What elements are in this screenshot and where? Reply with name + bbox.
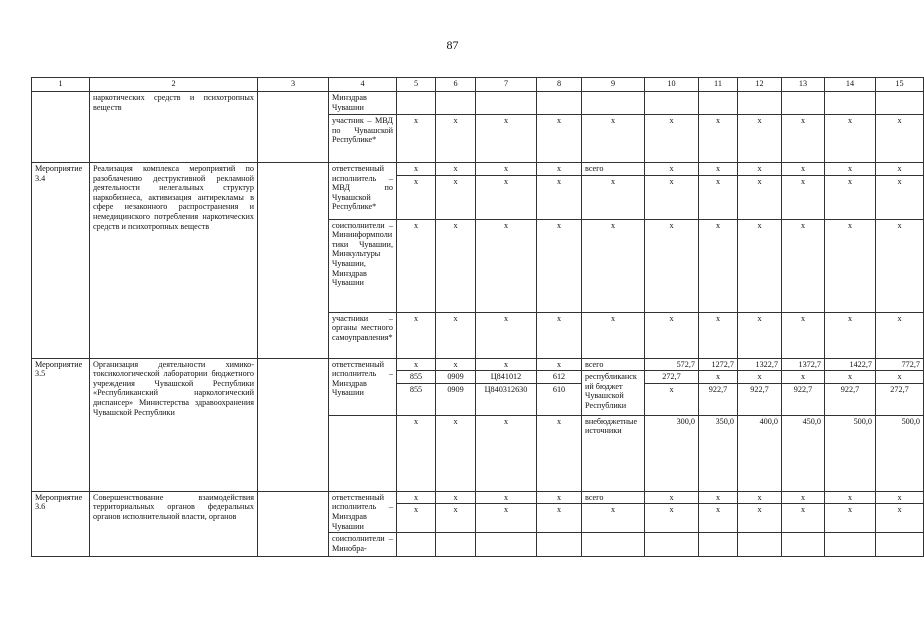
- amount-cell: 572,7: [645, 358, 699, 371]
- empty-cell: [258, 163, 329, 359]
- header-cell: 10: [645, 78, 699, 92]
- table-cell: [645, 533, 699, 557]
- header-cell: 8: [537, 78, 582, 92]
- table-cell: x: [476, 163, 537, 176]
- amount-cell: 500,0: [876, 415, 924, 491]
- table-cell: x: [645, 175, 699, 219]
- table-cell: x: [537, 115, 582, 163]
- executor-cell: ответственный исполнитель – Минздрав Чувашии: [329, 358, 397, 415]
- table-cell: x: [476, 175, 537, 219]
- empty-cell: [258, 358, 329, 491]
- amount-cell: 1422,7: [825, 358, 876, 371]
- funding-source: всего: [582, 358, 645, 371]
- table-cell: x: [436, 163, 476, 176]
- header-cell: 6: [436, 78, 476, 92]
- executor-cell: соисполнители – Минобра-: [329, 533, 397, 557]
- table-cell: x: [825, 491, 876, 504]
- table-cell: x: [738, 491, 782, 504]
- table-cell: x: [537, 415, 582, 491]
- table-cell: x: [397, 115, 436, 163]
- table-cell: x: [782, 491, 825, 504]
- table-cell: [436, 533, 476, 557]
- table-cell: [476, 533, 537, 557]
- table-cell: x: [436, 358, 476, 371]
- funding-source: республиканский бюджет Чувашской Республики: [582, 371, 645, 416]
- measure-description: Совершенствование взаимодействия территориальных органов федеральных органов исполнительной власти, органов: [90, 491, 258, 557]
- table-cell: x: [397, 175, 436, 219]
- funding-source: внебюджетные источники: [582, 415, 645, 491]
- executor-cell: соисполнители – Мининформполитики Чувашии, Минкультуры Чувашии, Минздрав Чувашии: [329, 219, 397, 312]
- table-cell: x: [782, 115, 825, 163]
- table-cell: x: [738, 504, 782, 533]
- budget-code: 0909: [436, 371, 476, 384]
- table-cell: [738, 92, 782, 115]
- amount-cell: x: [738, 371, 782, 384]
- executor-cell: ответственный исполнитель – МВД по Чувашской Республике*: [329, 163, 397, 220]
- table-cell: x: [645, 312, 699, 358]
- table-cell: x: [645, 115, 699, 163]
- table-cell: [699, 92, 738, 115]
- header-cell: 15: [876, 78, 924, 92]
- measure-description: Организация деятельности химико-токсикологической лаборатории бюджетного учреждения Чувашской Республики «Республиканский наркологический диспансер» Министерства здравоохранения Чувашской Республики: [90, 358, 258, 491]
- header-cell: 4: [329, 78, 397, 92]
- table-cell: x: [476, 219, 537, 312]
- table-cell: x: [582, 175, 645, 219]
- budget-code: 0909: [436, 383, 476, 415]
- table-cell: [876, 92, 924, 115]
- table-cell: [436, 92, 476, 115]
- table-cell: x: [397, 358, 436, 371]
- amount-cell: 922,7: [782, 383, 825, 415]
- table-cell: x: [825, 504, 876, 533]
- program-table: [31, 77, 924, 557]
- table-cell: x: [397, 504, 436, 533]
- table-cell: x: [699, 504, 738, 533]
- table-cell: x: [582, 504, 645, 533]
- table-cell: x: [436, 504, 476, 533]
- table-cell: x: [537, 504, 582, 533]
- table-cell: x: [476, 504, 537, 533]
- budget-code: Ц841012: [476, 371, 537, 384]
- table-cell: x: [436, 415, 476, 491]
- table-cell: [782, 533, 825, 557]
- table-cell: x: [645, 491, 699, 504]
- table-cell: x: [738, 175, 782, 219]
- table-cell: x: [582, 312, 645, 358]
- table-cell: x: [397, 415, 436, 491]
- table-cell: x: [645, 219, 699, 312]
- header-cell: 5: [397, 78, 436, 92]
- table-cell: [645, 92, 699, 115]
- header-cell: 13: [782, 78, 825, 92]
- table-cell: [397, 533, 436, 557]
- table-cell: x: [782, 163, 825, 176]
- funding-source: всего: [582, 491, 645, 504]
- empty-cell: [258, 92, 329, 163]
- amount-cell: 450,0: [782, 415, 825, 491]
- table-cell: x: [876, 312, 924, 358]
- table-cell: [537, 92, 582, 115]
- amount-cell: 272,7: [645, 371, 699, 384]
- table-cell: x: [436, 219, 476, 312]
- table-cell: x: [876, 175, 924, 219]
- table-cell: x: [537, 491, 582, 504]
- table-cell: x: [537, 219, 582, 312]
- amount-cell: 1322,7: [738, 358, 782, 371]
- table-cell: x: [537, 163, 582, 176]
- header-cell: 1: [32, 78, 90, 92]
- table-cell: x: [738, 219, 782, 312]
- executor-cell: ответственный исполнитель – Минздрав Чувашии: [329, 491, 397, 533]
- table-cell: [825, 533, 876, 557]
- table-cell: [582, 92, 645, 115]
- table-cell: x: [699, 219, 738, 312]
- measure-number: Мероприятие 3.4: [32, 163, 90, 359]
- amount-cell: 1372,7: [782, 358, 825, 371]
- table-cell: x: [476, 415, 537, 491]
- table-cell: x: [476, 491, 537, 504]
- table-cell: x: [699, 491, 738, 504]
- executor-cell: участник – МВД по Чувашской Республике*: [329, 115, 397, 163]
- funding-source: всего: [582, 163, 645, 176]
- table-cell: x: [825, 312, 876, 358]
- amount-cell: x: [645, 383, 699, 415]
- table-cell: x: [582, 219, 645, 312]
- amount-cell: 400,0: [738, 415, 782, 491]
- table-cell: x: [436, 115, 476, 163]
- table-cell: x: [699, 175, 738, 219]
- table-cell: x: [782, 219, 825, 312]
- table-cell: x: [876, 491, 924, 504]
- budget-code: 612: [537, 371, 582, 384]
- header-cell: 14: [825, 78, 876, 92]
- amount-cell: 922,7: [825, 383, 876, 415]
- table-cell: x: [825, 219, 876, 312]
- table-cell: x: [397, 219, 436, 312]
- table-cell: [476, 92, 537, 115]
- table-cell: x: [876, 504, 924, 533]
- table-cell: [825, 92, 876, 115]
- table-cell: x: [436, 312, 476, 358]
- amount-cell: 300,0: [645, 415, 699, 491]
- table-cell: x: [699, 312, 738, 358]
- table-row: [32, 163, 924, 176]
- measure-cell: [32, 92, 90, 163]
- table-cell: x: [436, 491, 476, 504]
- measure-number: Мероприятие 3.5: [32, 358, 90, 491]
- table-cell: x: [825, 175, 876, 219]
- budget-code: 610: [537, 383, 582, 415]
- table-cell: x: [645, 504, 699, 533]
- table-cell: x: [645, 163, 699, 176]
- amount-cell: 922,7: [738, 383, 782, 415]
- table-cell: x: [537, 175, 582, 219]
- page-number: 87: [446, 38, 459, 52]
- empty-cell: [329, 415, 397, 491]
- table-cell: x: [876, 115, 924, 163]
- table-row: [32, 92, 924, 115]
- budget-code: Ц840312630: [476, 383, 537, 415]
- amount-cell: x: [876, 371, 924, 384]
- table-cell: x: [397, 163, 436, 176]
- table-cell: [738, 533, 782, 557]
- table-cell: x: [476, 115, 537, 163]
- amount-cell: 500,0: [825, 415, 876, 491]
- table-cell: x: [876, 163, 924, 176]
- table-cell: x: [782, 312, 825, 358]
- table-cell: [699, 533, 738, 557]
- budget-code: 855: [397, 383, 436, 415]
- table-cell: x: [876, 219, 924, 312]
- measure-description: Реализация комплекса мероприятий по разоблачению деструктивной рекламной деятельности нелегальных структур наркобизнеса, активизация антирекламы в сфере незаконного распространения и немедицинского потребления наркотических средств и психотропных веществ: [90, 163, 258, 359]
- header-cell: 2: [90, 78, 258, 92]
- table-cell: x: [537, 358, 582, 371]
- table-cell: [397, 92, 436, 115]
- empty-cell: [258, 491, 329, 557]
- table-cell: x: [537, 312, 582, 358]
- table-cell: x: [699, 163, 738, 176]
- table-cell: [876, 533, 924, 557]
- budget-code: 855: [397, 371, 436, 384]
- header-cell: 12: [738, 78, 782, 92]
- amount-cell: x: [782, 371, 825, 384]
- executor-cell: участники – органы местного самоуправления*: [329, 312, 397, 358]
- header-cell: 3: [258, 78, 329, 92]
- table-cell: x: [825, 163, 876, 176]
- amount-cell: 772,7: [876, 358, 924, 371]
- table-cell: [782, 92, 825, 115]
- table-cell: x: [397, 491, 436, 504]
- amount-cell: x: [825, 371, 876, 384]
- table-cell: x: [582, 115, 645, 163]
- table-cell: x: [397, 312, 436, 358]
- amount-cell: 350,0: [699, 415, 738, 491]
- header-cell: 11: [699, 78, 738, 92]
- table-cell: x: [476, 312, 537, 358]
- header-row: [32, 78, 924, 92]
- table-cell: [582, 533, 645, 557]
- amount-cell: 1272,7: [699, 358, 738, 371]
- table-cell: x: [699, 115, 738, 163]
- table-cell: x: [738, 312, 782, 358]
- measure-description: наркотических средств и психотропных веществ: [90, 92, 258, 163]
- table-cell: x: [738, 163, 782, 176]
- table-cell: x: [825, 115, 876, 163]
- amount-cell: 922,7: [699, 383, 738, 415]
- amount-cell: 272,7: [876, 383, 924, 415]
- measure-number: Мероприятие 3.6: [32, 491, 90, 557]
- table-cell: x: [476, 358, 537, 371]
- executor-cell: Минздрав Чувашии: [329, 92, 397, 115]
- table-row: [32, 358, 924, 371]
- table-cell: x: [782, 504, 825, 533]
- table-cell: x: [436, 175, 476, 219]
- header-cell: 7: [476, 78, 537, 92]
- amount-cell: x: [699, 371, 738, 384]
- table-cell: [537, 533, 582, 557]
- header-cell: 9: [582, 78, 645, 92]
- table-cell: x: [782, 175, 825, 219]
- table-cell: x: [738, 115, 782, 163]
- table-row: [32, 491, 924, 504]
